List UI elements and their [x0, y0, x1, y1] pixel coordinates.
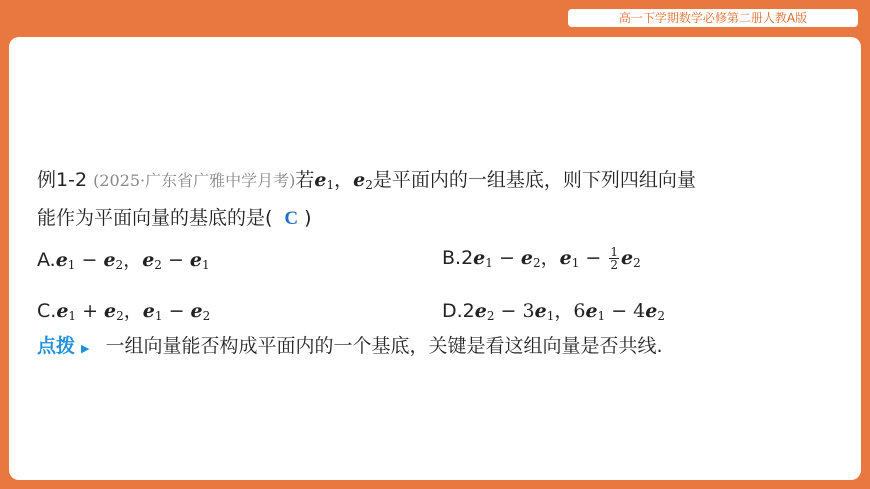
option-c: [37, 296, 210, 323]
op: +: [76, 300, 105, 322]
op: −: [579, 247, 608, 269]
frac-den: 2: [610, 258, 619, 272]
sub: 2: [202, 309, 211, 323]
sub: 1: [68, 309, 77, 323]
sub: 2: [533, 256, 541, 270]
question-number: 例1-2: [37, 169, 88, 191]
vec: e: [473, 247, 486, 269]
vec: e: [56, 300, 69, 322]
vec: e: [520, 247, 533, 269]
vec: e: [103, 249, 116, 271]
stem-part1: 若: [295, 169, 315, 191]
stem-part2: 是平面内的一组基底，则下列四组向量: [372, 169, 696, 191]
question-line-1: [37, 165, 696, 192]
op: −: [494, 300, 523, 322]
fraction-half: [609, 246, 619, 271]
content-card: [9, 37, 861, 480]
sub: 1: [67, 258, 76, 272]
vec: e: [534, 300, 547, 322]
sub-1: 1: [326, 178, 335, 192]
question-source: (2025·广东省广雅中学月考): [93, 171, 296, 190]
comma: ，: [554, 300, 574, 322]
sub: 2: [657, 309, 665, 323]
hint-label: 点拨: [37, 335, 76, 357]
vec: e: [645, 300, 658, 322]
vec: e: [104, 300, 117, 322]
vec: e: [559, 247, 572, 269]
stem-line2: 能作为平面向量的基底的是(: [37, 207, 273, 229]
course-label: 高一下学期数学必修第二册人教A版: [568, 9, 858, 27]
vec: e: [585, 300, 598, 322]
option-d: [442, 296, 665, 323]
vec: e: [189, 249, 203, 271]
sub: 2: [486, 309, 495, 323]
question-line-2: [37, 203, 312, 230]
play-arrow-icon: ▶: [81, 342, 90, 355]
sub-2: 2: [365, 178, 373, 192]
sub: 1: [571, 256, 580, 270]
vec: e: [474, 300, 487, 322]
hint-text: 一组向量能否构成平面内的一个基底，关键是看这组向量是否共线.: [105, 335, 663, 357]
op: −: [492, 247, 521, 269]
sub: 2: [154, 258, 162, 272]
vec: e: [142, 300, 155, 322]
coef: 4: [633, 300, 646, 322]
op: −: [75, 249, 104, 271]
vector-e2: e: [353, 169, 366, 191]
coef: 3: [522, 300, 535, 322]
option-d-prefix: D.2: [442, 300, 475, 322]
option-a-prefix: A.: [37, 249, 56, 271]
vec: e: [621, 247, 634, 269]
option-c-prefix: C.: [37, 300, 57, 322]
sub: 2: [633, 256, 641, 270]
option-b: [442, 243, 641, 271]
vec: e: [55, 249, 68, 271]
close-paren: ): [304, 207, 312, 229]
option-a: [37, 245, 210, 272]
sub: 1: [202, 258, 210, 272]
comma: ，: [540, 247, 560, 269]
sub: 2: [116, 309, 124, 323]
comma: ，: [123, 300, 143, 322]
vector-e1: e: [314, 169, 327, 191]
sub: 1: [154, 309, 163, 323]
op: −: [162, 300, 191, 322]
sub: 1: [597, 309, 606, 323]
frac-num: 1: [610, 245, 619, 259]
hint-line: [37, 331, 663, 358]
sub: 1: [485, 256, 493, 270]
op: −: [161, 249, 190, 271]
vec: e: [142, 249, 155, 271]
option-b-prefix: B.2: [442, 247, 474, 269]
comma: ，: [334, 169, 354, 191]
coef: 6: [573, 300, 586, 322]
sub: 1: [546, 309, 555, 323]
sub: 2: [115, 258, 124, 272]
comma: ，: [123, 249, 143, 271]
vec: e: [190, 300, 203, 322]
op: −: [605, 300, 634, 322]
answer-choice: C: [284, 208, 299, 229]
